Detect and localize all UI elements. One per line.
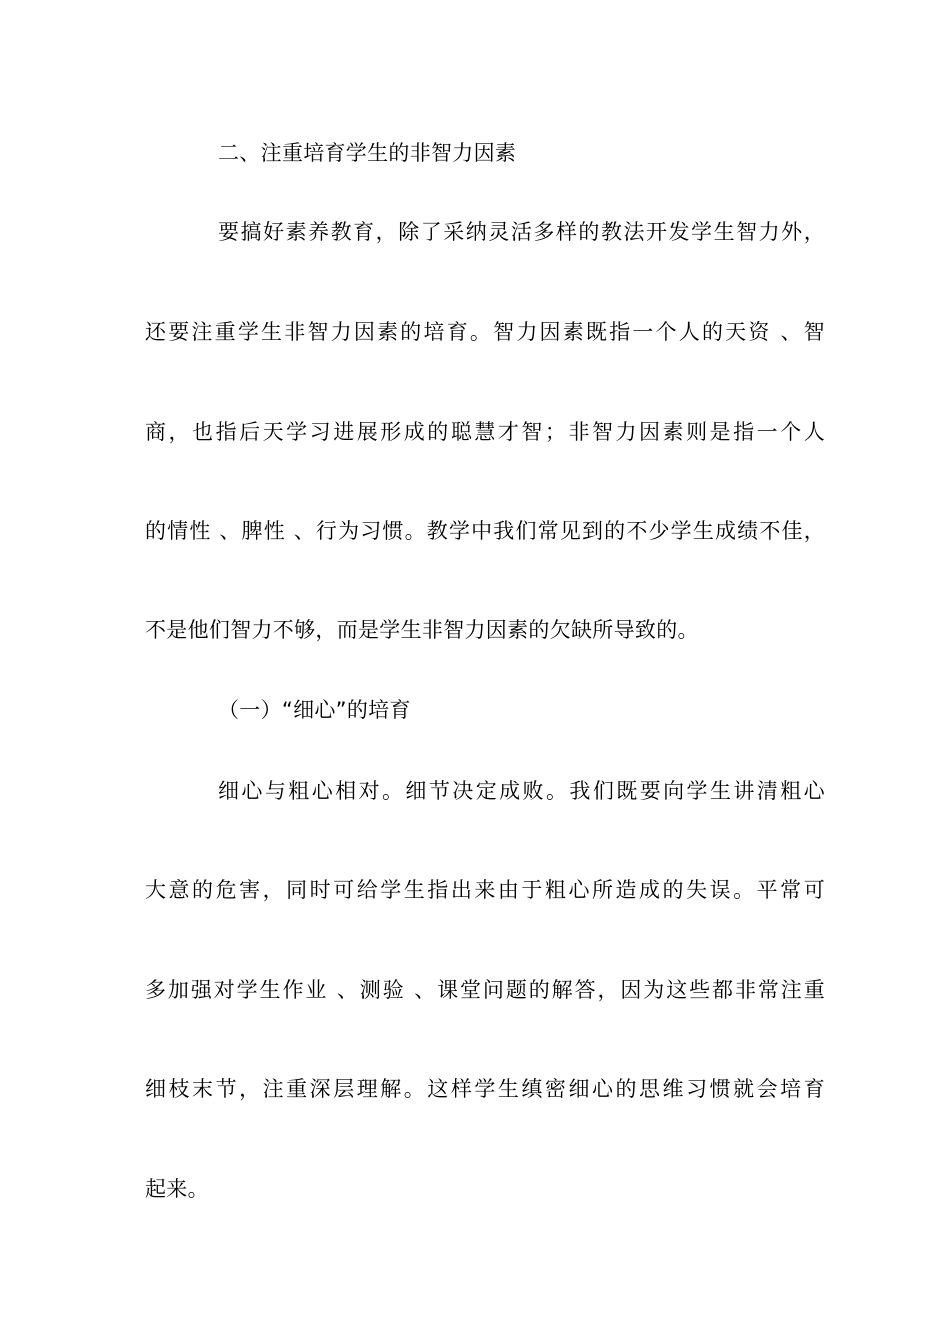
paragraph-line: 还要注重学生非智力因素的培育。智力因素既指一个人的天资 、智 — [145, 320, 825, 344]
paragraph-line: 大意的危害，同时可给学生指出来由于粗心所造成的失误。平常可 — [145, 878, 825, 902]
section-heading: 二、注重培育学生的非智力因素 — [218, 141, 517, 165]
paragraph-line: 不是他们智力不够，而是学生非智力因素的欠缺所导致的。 — [145, 618, 699, 642]
paragraph-line: 多加强对学生作业 、测验 、课堂问题的解答，因为这些都非常注重 — [145, 978, 825, 1002]
paragraph-line: 要搞好素养教育，除了采纳灵活多样的教法开发学生智力外， — [218, 220, 825, 244]
subsection-heading: （一）“细心”的培育 — [218, 698, 411, 722]
paragraph-line: 细心与粗心相对。细节决定成败。我们既要向学生讲清粗心 — [218, 779, 825, 803]
paragraph-line: 商，也指后天学习进展形成的聪慧才智；非智力因素则是指一个人 — [145, 420, 825, 444]
paragraph-line: 的情性 、脾性 、行为习惯。教学中我们常见到的不少学生成绩不佳， — [145, 519, 825, 543]
paragraph-line: 起来。 — [145, 1177, 209, 1201]
paragraph-line: 细枝末节，注重深层理解。这样学生缜密细心的思维习惯就会培育 — [145, 1077, 825, 1101]
